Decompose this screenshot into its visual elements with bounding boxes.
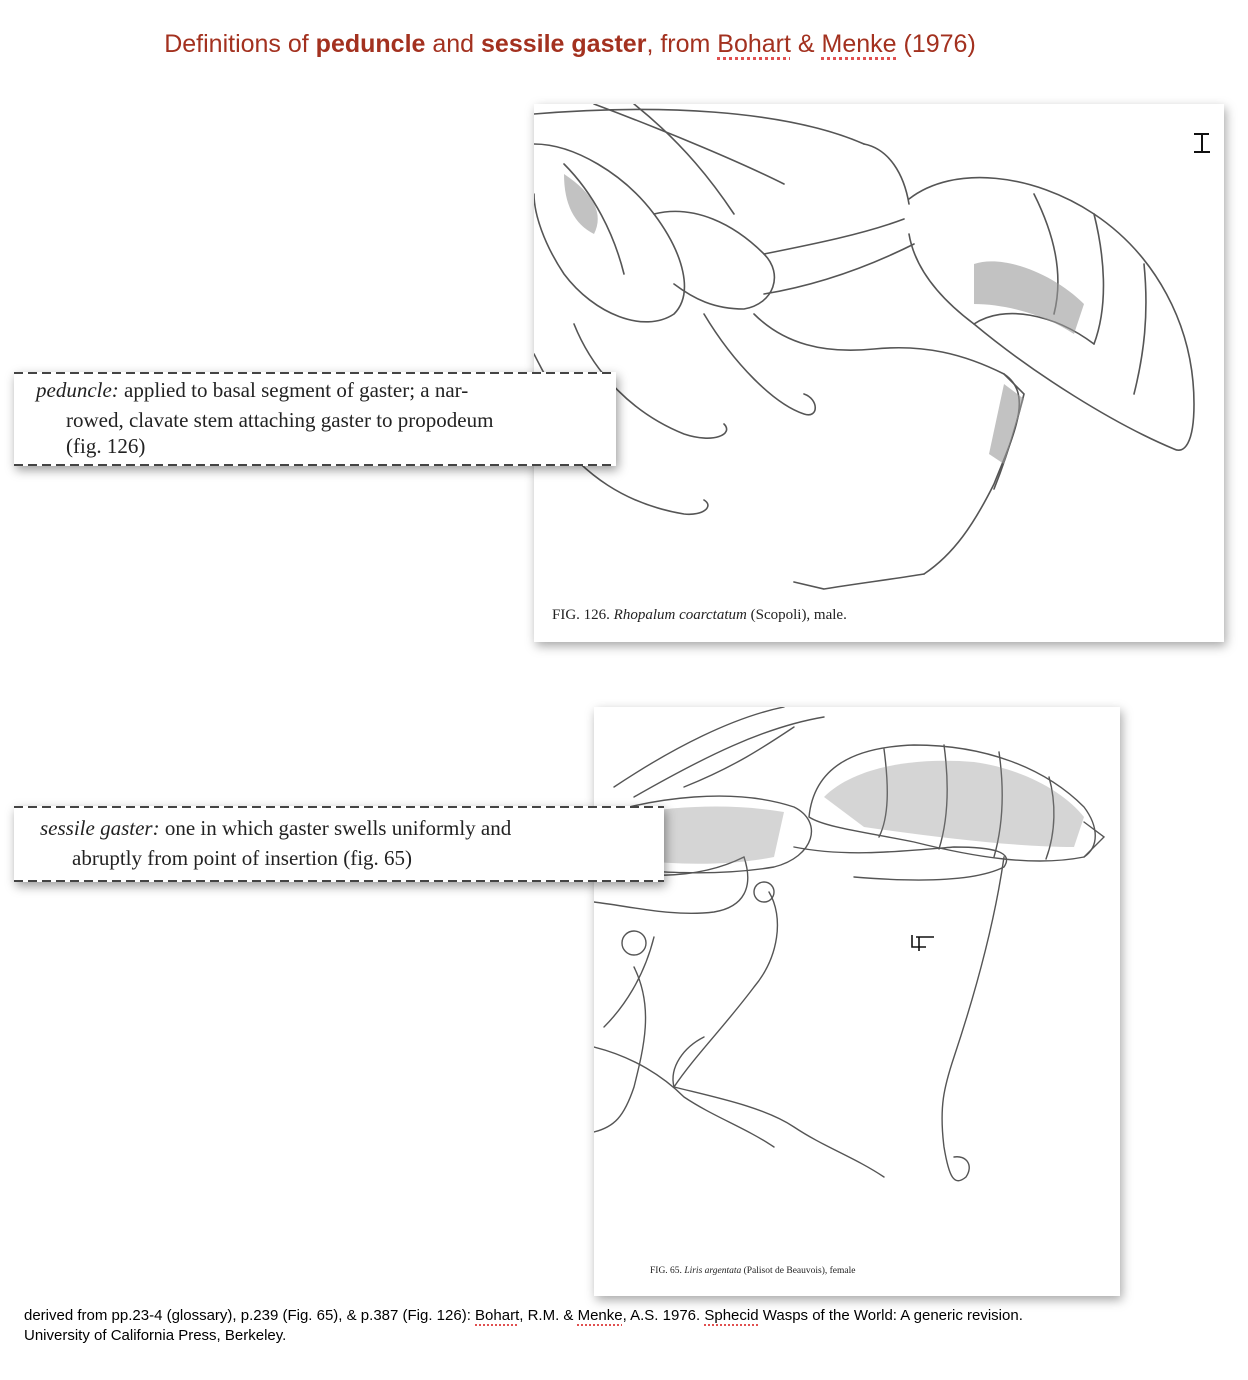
- source-citation: derived from pp.23-4 (glossary), p.239 (Fig. 65), & p.387 (Fig. 126): Bohart, R.M. & Menke, A.S. 1976. Sphecid Wasps of the World: A generic revision. University of California Press, Berkeley.: [24, 1307, 1023, 1344]
- peduncle-line-3: (fig. 126): [66, 434, 146, 458]
- wasp-drawing-peduncle: [534, 104, 1224, 642]
- peduncle-line-2: rowed, clavate stem attaching gaster to propodeum: [66, 408, 494, 432]
- sessile-gaster-definition-snippet: [14, 806, 664, 882]
- cut-text-top: [14, 372, 616, 376]
- cut-text-top: [14, 806, 664, 810]
- sessile-line-1: one in which gaster swells uniformly and: [164, 816, 512, 840]
- peduncle-term: peduncle:: [36, 378, 119, 402]
- wasp-drawing-sessile-gaster: [594, 707, 1120, 1296]
- cut-text-bottom: [14, 462, 616, 466]
- page-title: Definitions of peduncle and sessile gaster, from Bohart & Menke (1976): [164, 30, 976, 58]
- figure-126-rhopalum: [534, 104, 1224, 642]
- peduncle-definition-snippet: [14, 372, 616, 466]
- peduncle-line-1: applied to basal segment of gaster; a nar-: [124, 378, 469, 402]
- sessile-term: sessile gaster:: [40, 816, 160, 840]
- sessile-line-2: abruptly from point of insertion (fig. 65): [72, 846, 413, 870]
- figure-65-caption: FIG. 65. Liris argentata (Palisot de Beauvois), female: [650, 1266, 856, 1276]
- cut-text-bottom: [14, 878, 664, 882]
- figure-65-liris: [594, 707, 1120, 1296]
- figure-126-caption: FIG. 126. Rhopalum coarctatum (Scopoli), male.: [552, 607, 847, 623]
